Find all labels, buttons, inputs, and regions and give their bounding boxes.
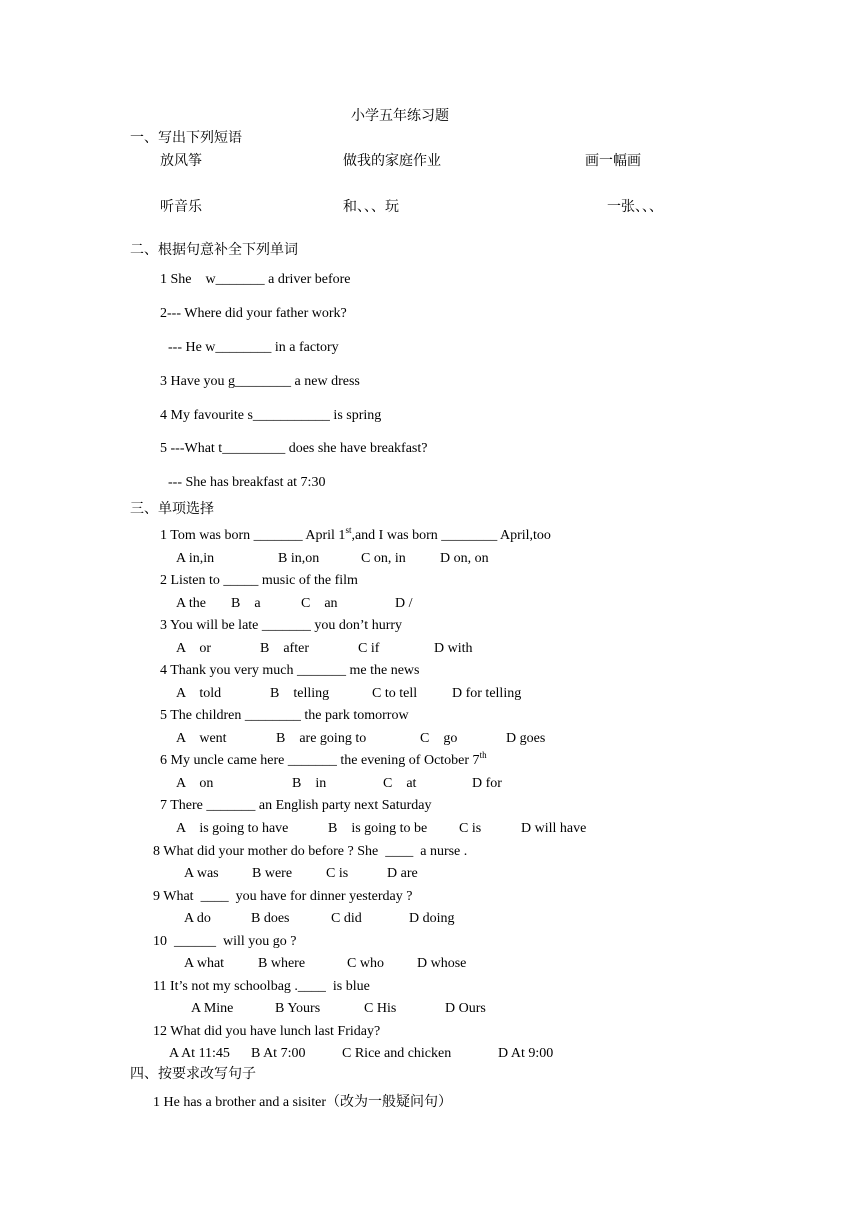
fill-line: --- She has breakfast at 7:30	[168, 475, 326, 490]
section-2-heading: 二、根据句意补全下列单词	[130, 243, 298, 258]
phrase-item: 一张、、、	[607, 200, 663, 215]
question-1	[160, 525, 551, 543]
option: C at	[383, 776, 417, 791]
fill-line: 5 ---What t_________ does she have breakfast?	[160, 441, 428, 456]
option: B in	[292, 776, 327, 791]
option: B were	[252, 866, 293, 881]
option: B telling	[270, 686, 330, 701]
option: B does	[251, 911, 290, 926]
phrase-item: 放风筝	[160, 154, 202, 169]
fill-line: 1 She w_______ a driver before	[160, 272, 351, 287]
option: A At 11:45	[169, 1046, 230, 1061]
option: A Mine	[191, 1001, 234, 1016]
option: A is going to have	[176, 821, 289, 836]
question-4: 4 Thank you very much _______ me the news	[160, 663, 420, 678]
superscript: th	[479, 750, 487, 760]
question-10: 10 ______ will you go ?	[153, 934, 297, 949]
option: C Rice and chicken	[342, 1046, 452, 1061]
question-text: 1 Tom was born _______ April 1	[160, 528, 346, 543]
option: D with	[434, 641, 473, 656]
option: B where	[258, 956, 306, 971]
option: B in,on	[278, 551, 320, 566]
phrase-item: 做我的家庭作业	[343, 154, 441, 169]
option: A in,in	[176, 551, 215, 566]
option: A what	[184, 956, 225, 971]
option: B are going to	[276, 731, 367, 746]
question-9: 9 What ____ you have for dinner yesterday ?	[153, 889, 413, 904]
option: C if	[358, 641, 380, 656]
option: A was	[184, 866, 219, 881]
option: D goes	[506, 731, 546, 746]
option: D will have	[521, 821, 587, 836]
superscript: st	[345, 525, 352, 535]
option: A went	[176, 731, 227, 746]
phrase-item: 画一幅画	[585, 154, 641, 169]
question-8: 8 What did your mother do before ? She ____ a nurse .	[153, 844, 468, 859]
option: D At 9:00	[498, 1046, 554, 1061]
phrase-item: 听音乐	[160, 200, 202, 215]
option: C who	[347, 956, 384, 971]
option: D Ours	[445, 1001, 486, 1016]
option: C His	[364, 1001, 397, 1016]
option: C is	[459, 821, 482, 836]
option: D are	[387, 866, 418, 881]
option: A on	[176, 776, 214, 791]
option: A told	[176, 686, 222, 701]
question-2: 2 Listen to _____ music of the film	[160, 573, 358, 588]
option: B Yours	[275, 1001, 321, 1016]
section-1-heading: 一、写出下列短语	[130, 131, 242, 146]
question-text: ,and I was born ________ April,too	[351, 528, 551, 543]
option: A or	[176, 641, 211, 656]
option: B is going to be	[328, 821, 428, 836]
option: A do	[184, 911, 211, 926]
option: D whose	[417, 956, 467, 971]
option: C an	[301, 596, 338, 611]
question-text: 6 My uncle came here _______ the evening of October 7	[160, 753, 480, 768]
option: B after	[260, 641, 309, 656]
option: B a	[231, 596, 261, 611]
question-12: 12 What did you have lunch last Friday?	[153, 1024, 381, 1039]
phrase-item: 和、、、玩	[343, 200, 399, 215]
question-3: 3 You will be late _______ you don’t hurry	[160, 618, 403, 633]
question-11: 11 It’s not my schoolbag .____ is blue	[153, 979, 370, 994]
question-6	[160, 750, 487, 768]
option: B At 7:00	[251, 1046, 306, 1061]
option: D for	[472, 776, 502, 791]
page-title: 小学五年练习题	[351, 109, 449, 124]
fill-line: 4 My favourite s___________ is spring	[160, 408, 382, 423]
option: D for telling	[452, 686, 522, 701]
option: C did	[331, 911, 362, 926]
rewrite-question: 1 He has a brother and a sisiter（改为一般疑问句）	[153, 1095, 452, 1110]
option: C go	[420, 731, 458, 746]
question-5: 5 The children ________ the park tomorrow	[160, 708, 409, 723]
option: D on, on	[440, 551, 489, 566]
question-7: 7 There _______ an English party next Saturday	[160, 798, 432, 813]
option: C to tell	[372, 686, 418, 701]
fill-line: 2--- Where did your father work?	[160, 306, 347, 321]
option: D /	[395, 596, 413, 611]
option: C is	[326, 866, 349, 881]
fill-line: 3 Have you g________ a new dress	[160, 374, 360, 389]
fill-line: --- He w________ in a factory	[168, 340, 339, 355]
section-3-heading: 三、单项选择	[130, 502, 214, 517]
option: D doing	[409, 911, 455, 926]
option: A the	[176, 596, 206, 611]
option: C on, in	[361, 551, 406, 566]
section-4-heading: 四、按要求改写句子	[130, 1067, 256, 1082]
